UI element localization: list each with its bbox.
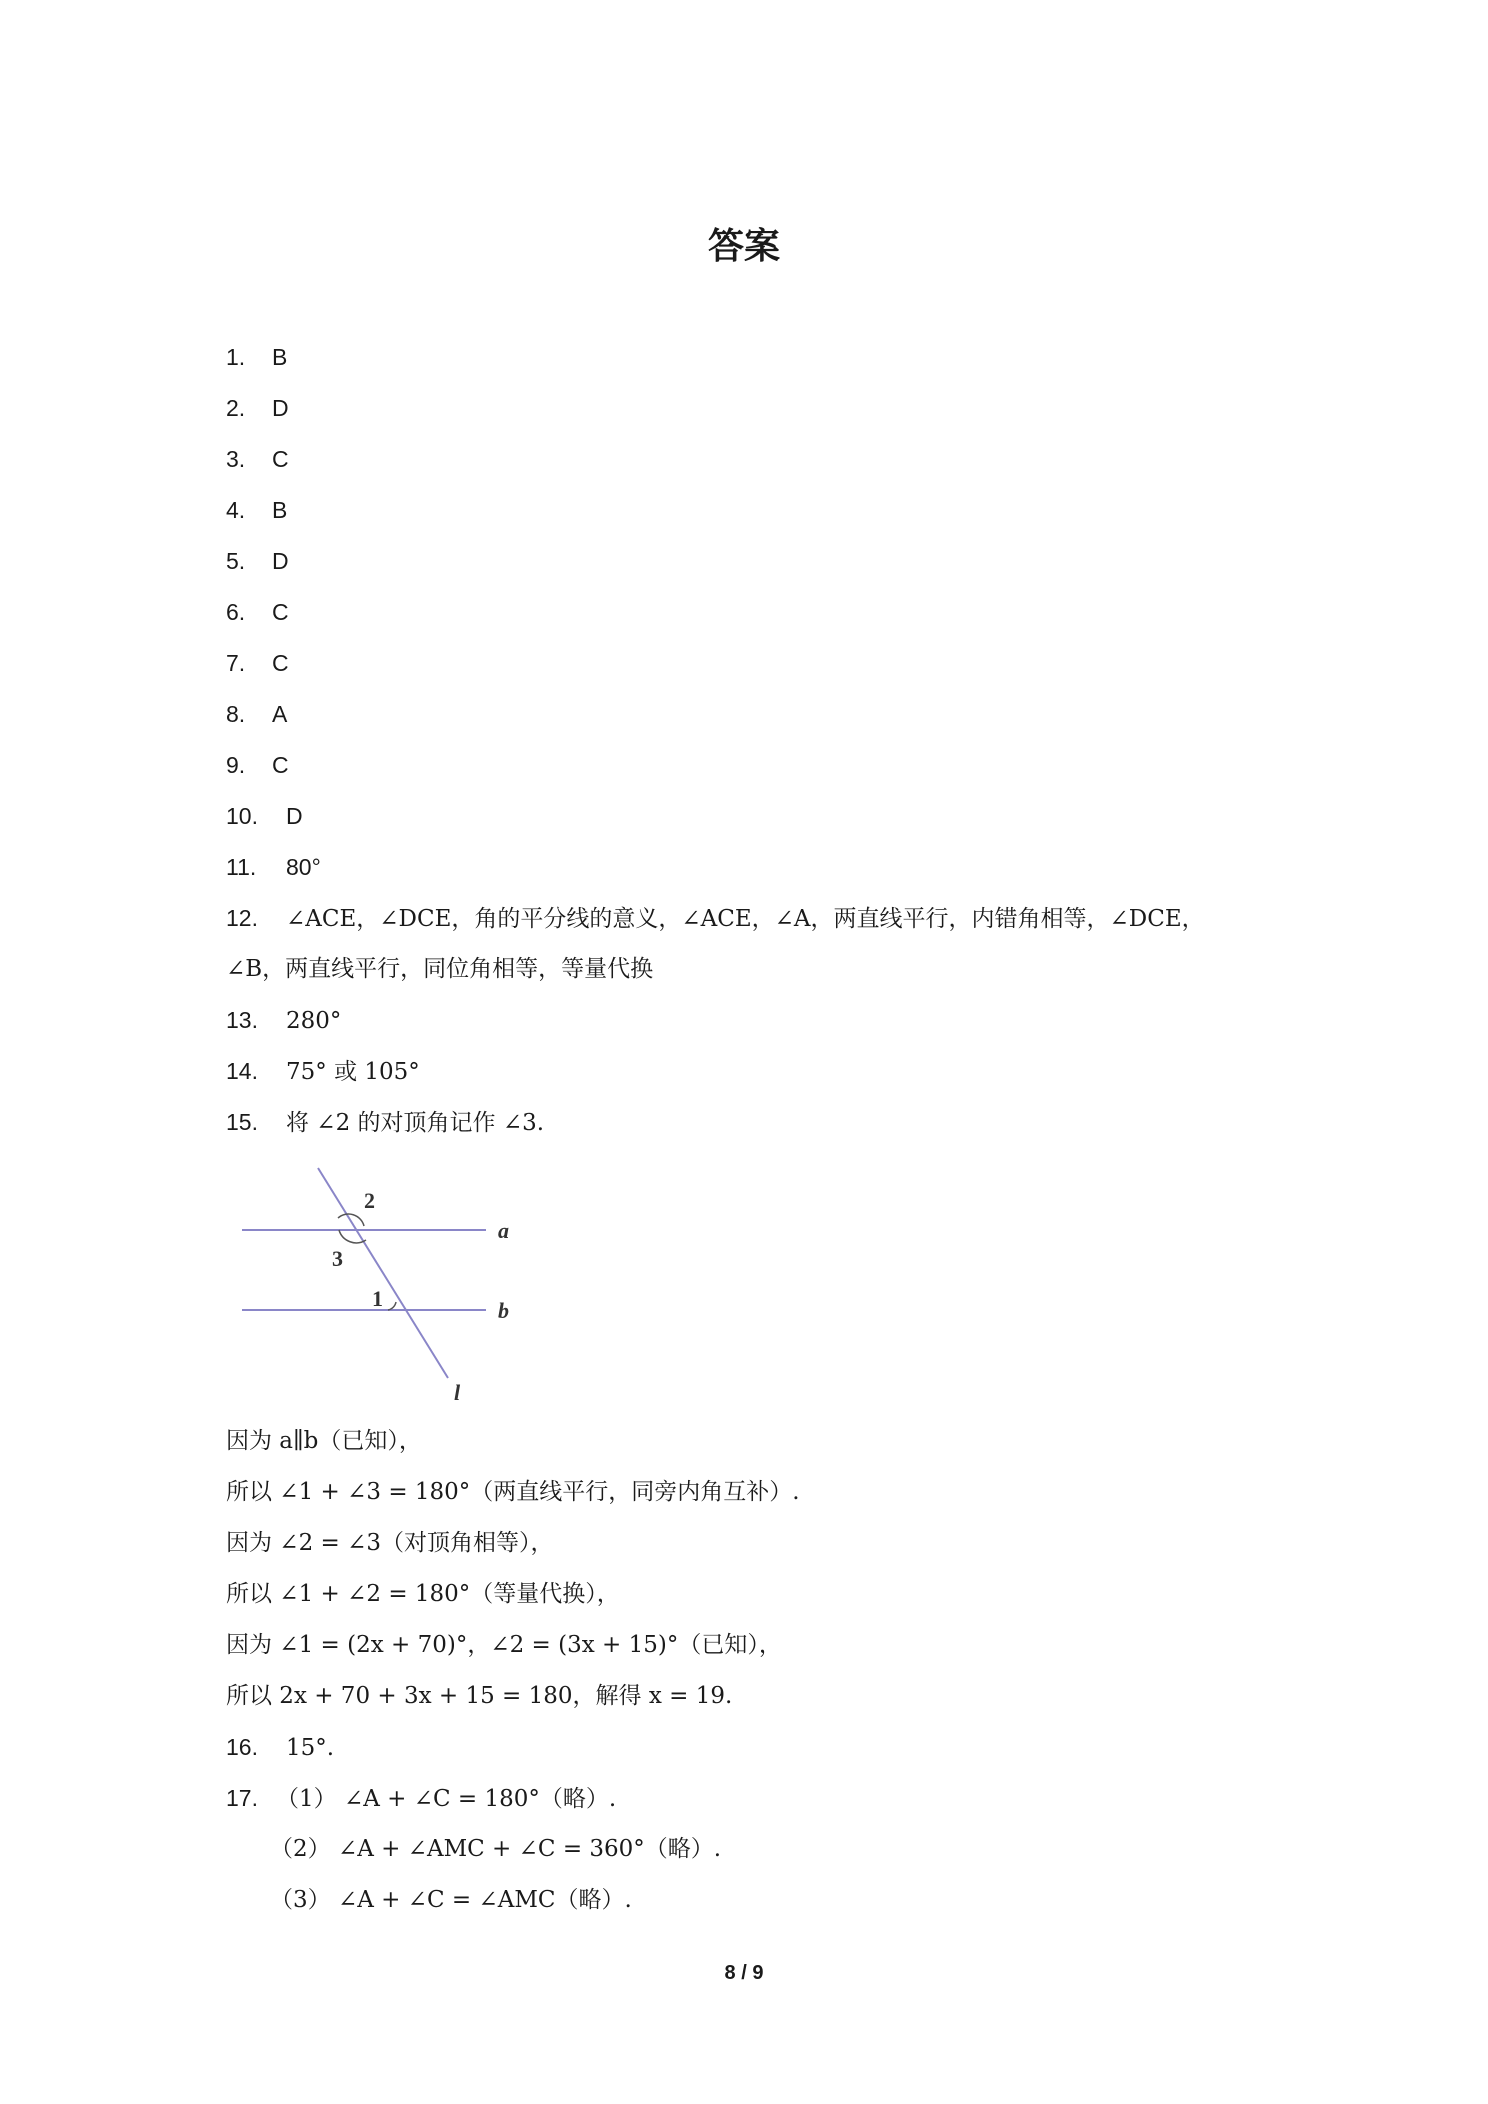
answer-number: 17. bbox=[226, 1785, 258, 1811]
answer-15 bbox=[226, 1107, 544, 1138]
answer-number: 15. bbox=[226, 1109, 258, 1135]
proof-line-5: 因为 ∠1 = (2x + 70)°，∠2 = (3x + 15)°（已知）， bbox=[226, 1632, 782, 1658]
angle-1-arc bbox=[388, 1302, 396, 1310]
answer-number: 3. bbox=[226, 446, 246, 472]
answer-17-part-2: （2） ∠A + ∠AMC + ∠C = 360°（略）. bbox=[270, 1836, 722, 1862]
answer-3 bbox=[226, 444, 289, 475]
answer-text: B bbox=[272, 344, 288, 370]
label-2: 2 bbox=[364, 1188, 375, 1213]
label-3: 3 bbox=[332, 1246, 343, 1271]
answer-16 bbox=[226, 1732, 334, 1763]
answer-text: A bbox=[272, 701, 288, 727]
answer-2 bbox=[226, 393, 289, 424]
answer-9 bbox=[226, 750, 289, 781]
answer-text: 80° bbox=[286, 854, 321, 880]
transversal-l bbox=[318, 1168, 448, 1378]
answer-text: B bbox=[272, 497, 288, 523]
answer-5 bbox=[226, 546, 289, 577]
answer-text: 75° 或 105° bbox=[286, 1059, 420, 1085]
answer-text: 280° bbox=[286, 1008, 342, 1034]
answer-number: 14. bbox=[226, 1058, 258, 1084]
answer-11 bbox=[226, 852, 321, 883]
answer-number: 6. bbox=[226, 599, 246, 625]
answer-number: 5. bbox=[226, 548, 246, 574]
answer-10 bbox=[226, 801, 303, 832]
answer-12 bbox=[226, 903, 1205, 934]
answer-number: 16. bbox=[226, 1734, 258, 1760]
answer-text: C bbox=[272, 650, 289, 676]
answer-8 bbox=[226, 699, 287, 730]
answer-1 bbox=[226, 342, 287, 373]
answer-14 bbox=[226, 1056, 420, 1087]
page-number: 8 / 9 bbox=[724, 1962, 764, 1984]
angle-3-arc bbox=[339, 1230, 366, 1243]
answer-text: D bbox=[286, 803, 303, 829]
answer-number: 12. bbox=[226, 905, 258, 931]
answer-text: 15°. bbox=[286, 1735, 335, 1761]
answer-number: 10. bbox=[226, 803, 258, 829]
page-title: 答案 bbox=[707, 226, 780, 267]
proof-line-1: 因为 a∥b（已知）， bbox=[226, 1428, 422, 1454]
answer-text: ∠ACE，∠DCE，角的平分线的意义，∠ACE，∠A，两直线平行，内错角相等，∠DCE， bbox=[286, 906, 1205, 932]
answer-number: 13. bbox=[226, 1007, 258, 1033]
label-1: 1 bbox=[372, 1286, 383, 1311]
answer-4 bbox=[226, 495, 287, 526]
proof-line-2: 所以 ∠1 + ∠3 = 180°（两直线平行，同旁内角互补）. bbox=[226, 1479, 800, 1505]
answer-6 bbox=[226, 597, 289, 628]
answer-text: D bbox=[272, 548, 289, 574]
answer-number: 4. bbox=[226, 497, 246, 523]
answer-text: 将 ∠2 的对顶角记作 ∠3. bbox=[286, 1110, 545, 1136]
answer-text: C bbox=[272, 599, 289, 625]
answer-number: 7. bbox=[226, 650, 246, 676]
proof-line-3: 因为 ∠2 = ∠3（对顶角相等）， bbox=[226, 1530, 554, 1556]
answer-text: C bbox=[272, 446, 289, 472]
label-a: a bbox=[498, 1218, 509, 1243]
parallel-lines-figure bbox=[236, 1160, 536, 1414]
answer-number: 1. bbox=[226, 344, 246, 370]
answer-17-part-3: （3） ∠A + ∠C = ∠AMC（略）. bbox=[270, 1887, 632, 1913]
answer-number: 11. bbox=[226, 854, 257, 880]
answer-text: D bbox=[272, 395, 289, 421]
proof-line-6: 所以 2x + 70 + 3x + 15 = 180，解得 x = 19. bbox=[226, 1683, 733, 1709]
answer-7 bbox=[226, 648, 289, 679]
proof-line-4: 所以 ∠1 + ∠2 = 180°（等量代换）， bbox=[226, 1581, 620, 1607]
answer-text: C bbox=[272, 752, 289, 778]
label-l: l bbox=[454, 1380, 461, 1405]
answer-number: 8. bbox=[226, 701, 246, 727]
answer-number: 2. bbox=[226, 395, 246, 421]
answer-13 bbox=[226, 1005, 341, 1036]
answer-12-continuation: ∠B，两直线平行，同位角相等，等量代换 bbox=[226, 956, 654, 982]
answer-17 bbox=[226, 1783, 616, 1814]
answer-17-part-1: （1） ∠A + ∠C = 180°（略）. bbox=[276, 1786, 617, 1812]
label-b: b bbox=[498, 1298, 509, 1323]
answer-number: 9. bbox=[226, 752, 246, 778]
